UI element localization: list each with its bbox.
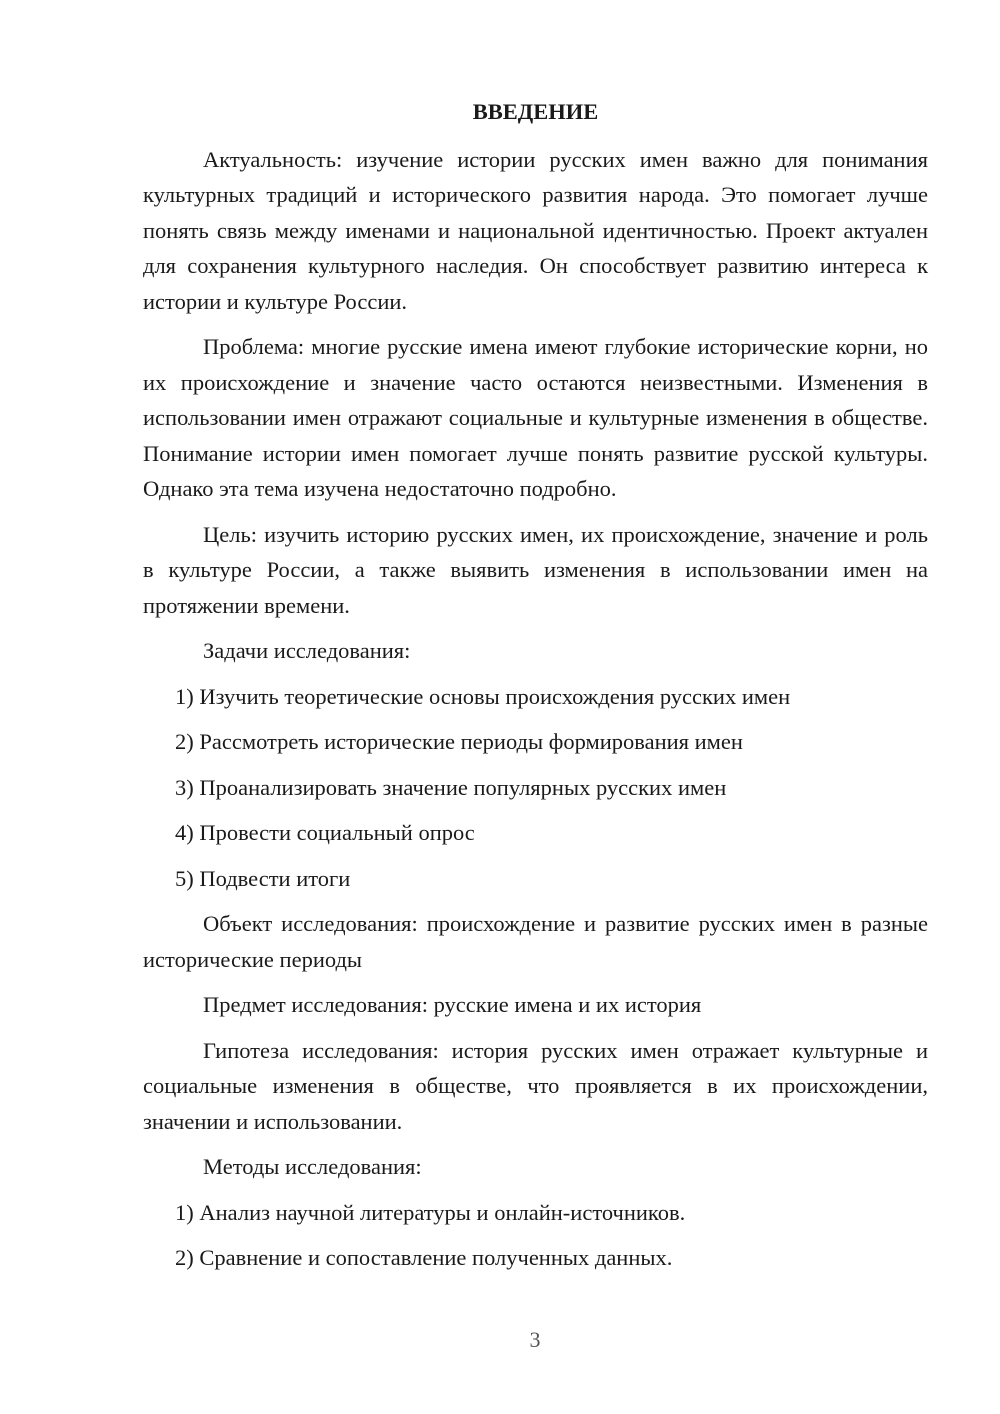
method-item: 1) Анализ научной литературы и онлайн-источников. (175, 1199, 686, 1225)
subject-paragraph: Предмет исследования: русские имена и их история (203, 992, 702, 1017)
problem-paragraph: Проблема: многие русские имена имеют глубокие исторические корни, но их происхождение и значение часто остаются неизвестными. Изменения в использовании имен отражают социальные и культурные изменения в обществе. Понимание истории имен помогает лучше понять развитие русской культуры. Однако эта тема изучена недостаточно подробно. (143, 334, 928, 501)
hypothesis-paragraph: Гипотеза исследования: история русских имен отражает культурные и социальные изменения в обществе, что проявляется в их происхождении, значении и использовании. (143, 1037, 928, 1134)
tasks-list (143, 679, 928, 897)
page-number: 3 (529, 1327, 541, 1352)
task-item: 5) Подвести итоги (175, 865, 351, 891)
task-item: 4) Провести социальный опрос (175, 820, 475, 845)
methods-list (143, 1195, 928, 1276)
actuality-paragraph: Актуальность: изучение истории русских имен важно для понимания культурных традиций и исторического развития народа. Это помогает лучше понять связь между именами и национальной идентичностью. Проект актуален для сохранения культурного наследия. Он способствует развитию интереса к истории и культуре России. (143, 146, 928, 314)
object-paragraph: Объект исследования: происхождение и развитие русских имен в разные исторические периоды (143, 911, 928, 972)
methods-heading: Методы исследования: (203, 1154, 422, 1179)
tasks-heading: Задачи исследования: (203, 638, 411, 663)
task-item: 2) Рассмотреть исторические периоды формирования имен (175, 729, 743, 754)
task-item: 3) Проанализировать значение популярных русских имен (175, 774, 727, 800)
goal-paragraph: Цель: изучить историю русских имен, их происхождение, значение и роль в культуре России, а также выявить изменения в использовании имен на протяжении времени. (143, 521, 928, 618)
task-item: 1) Изучить теоретические основы происхождения русских имен (175, 683, 791, 709)
method-item: 2) Сравнение и сопоставление полученных данных. (175, 1245, 673, 1270)
page-content (143, 94, 928, 1286)
section-title: ВВЕДЕНИЕ (472, 99, 599, 124)
